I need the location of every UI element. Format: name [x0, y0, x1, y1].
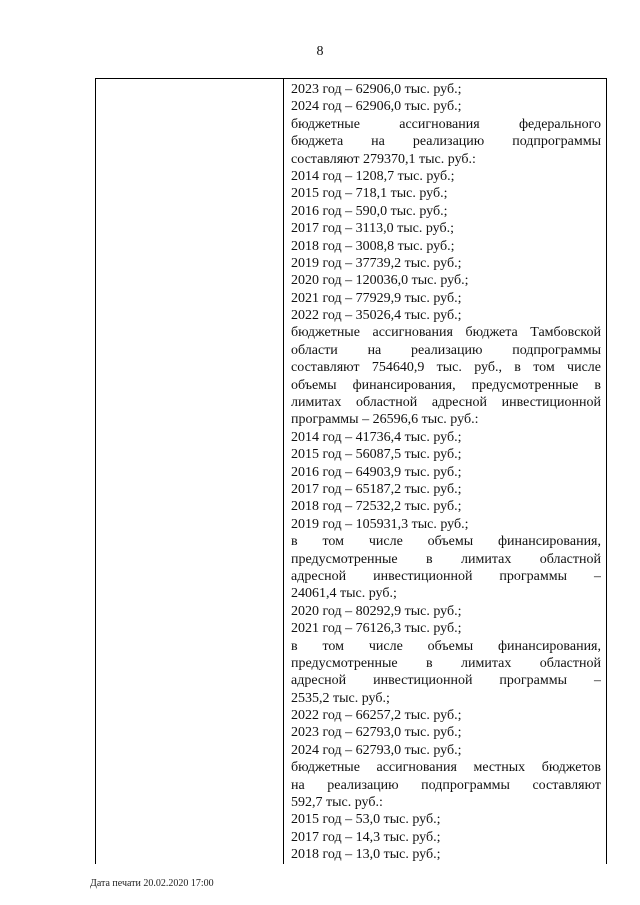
column-divider — [283, 79, 284, 864]
text-line: 2015 год – 53,0 тыс. руб.; — [291, 812, 441, 828]
text-line: 2017 год – 14,3 тыс. руб.; — [291, 829, 441, 845]
budget-table — [95, 78, 607, 864]
print-date: Дата печати 20.02.2020 17:00 — [90, 878, 214, 889]
text-line: 2021 год – 77929,9 тыс. руб.; — [291, 290, 462, 306]
text-line: составляют 754640,9 тыс. руб., в том числе — [291, 360, 601, 376]
budget-text-cell — [291, 81, 601, 864]
text-line: 2017 год – 65187,2 тыс. руб.; — [291, 481, 462, 497]
text-line: 2016 год – 590,0 тыс. руб.; — [291, 203, 448, 219]
page-number: 8 — [316, 44, 324, 59]
text-line: 2016 год – 64903,9 тыс. руб.; — [291, 464, 462, 480]
text-line: 2017 год – 3113,0 тыс. руб.; — [291, 221, 454, 237]
text-line: 2020 год – 80292,9 тыс. руб.; — [291, 603, 462, 619]
text-line: адресной инвестиционной программы – — [291, 568, 601, 584]
text-line: 2022 год – 35026,4 тыс. руб.; — [291, 308, 462, 324]
text-line: 2015 год – 718,1 тыс. руб.; — [291, 186, 448, 202]
text-line: составляют 279370,1 тыс. руб.: — [291, 151, 476, 167]
text-line: области на реализацию подпрограммы — [291, 342, 601, 358]
text-line: адресной инвестиционной программы – — [291, 673, 601, 689]
text-line: предусмотренные в лимитах областной — [291, 655, 601, 671]
text-line: 2024 год – 62793,0 тыс. руб.; — [291, 742, 462, 758]
text-line: 2021 год – 76126,3 тыс. руб.; — [291, 621, 462, 637]
text-line: 2022 год – 66257,2 тыс. руб.; — [291, 708, 462, 724]
text-line: 2018 год – 3008,8 тыс. руб.; — [291, 238, 455, 254]
text-line: 24061,4 тыс. руб.; — [291, 586, 397, 602]
text-line: 2014 год – 41736,4 тыс. руб.; — [291, 429, 462, 445]
text-line: 2018 год – 13,0 тыс. руб.; — [291, 847, 441, 863]
text-line: объемы финансирования, предусмотренные в — [291, 377, 601, 393]
text-line: 2535,2 тыс. руб.; — [291, 690, 390, 706]
text-line: 2024 год – 62906,0 тыс. руб.; — [291, 99, 462, 115]
text-line: 592,7 тыс. руб.: — [291, 795, 383, 811]
text-line: в том числе объемы финансирования, — [291, 534, 601, 550]
text-line: 2014 год – 1208,7 тыс. руб.; — [291, 168, 455, 184]
text-line: 2019 год – 37739,2 тыс. руб.; — [291, 255, 462, 271]
text-line: 2020 год – 120036,0 тыс. руб.; — [291, 273, 469, 289]
text-line: 2023 год – 62906,0 тыс. руб.; — [291, 82, 462, 97]
text-line: 2018 год – 72532,2 тыс. руб.; — [291, 499, 462, 515]
text-line: 2015 год – 56087,5 тыс. руб.; — [291, 447, 462, 463]
text-line: бюджета на реализацию подпрограммы — [291, 134, 601, 150]
text-line: бюджетные ассигнования федерального — [291, 116, 601, 132]
text-line: бюджетные ассигнования местных бюджетов — [291, 760, 601, 776]
text-line: лимитах областной адресной инвестиционной — [291, 395, 601, 411]
text-line: программы – 26596,6 тыс. руб.: — [291, 412, 479, 428]
text-line: 2019 год – 105931,3 тыс. руб.; — [291, 516, 469, 532]
text-line: в том числе объемы финансирования, — [291, 638, 601, 654]
text-line: на реализацию подпрограммы составляют — [291, 777, 601, 793]
text-line: бюджетные ассигнования бюджета Тамбовской — [291, 325, 601, 341]
text-line: предусмотренные в лимитах областной — [291, 551, 601, 567]
text-line: 2023 год – 62793,0 тыс. руб.; — [291, 725, 462, 741]
